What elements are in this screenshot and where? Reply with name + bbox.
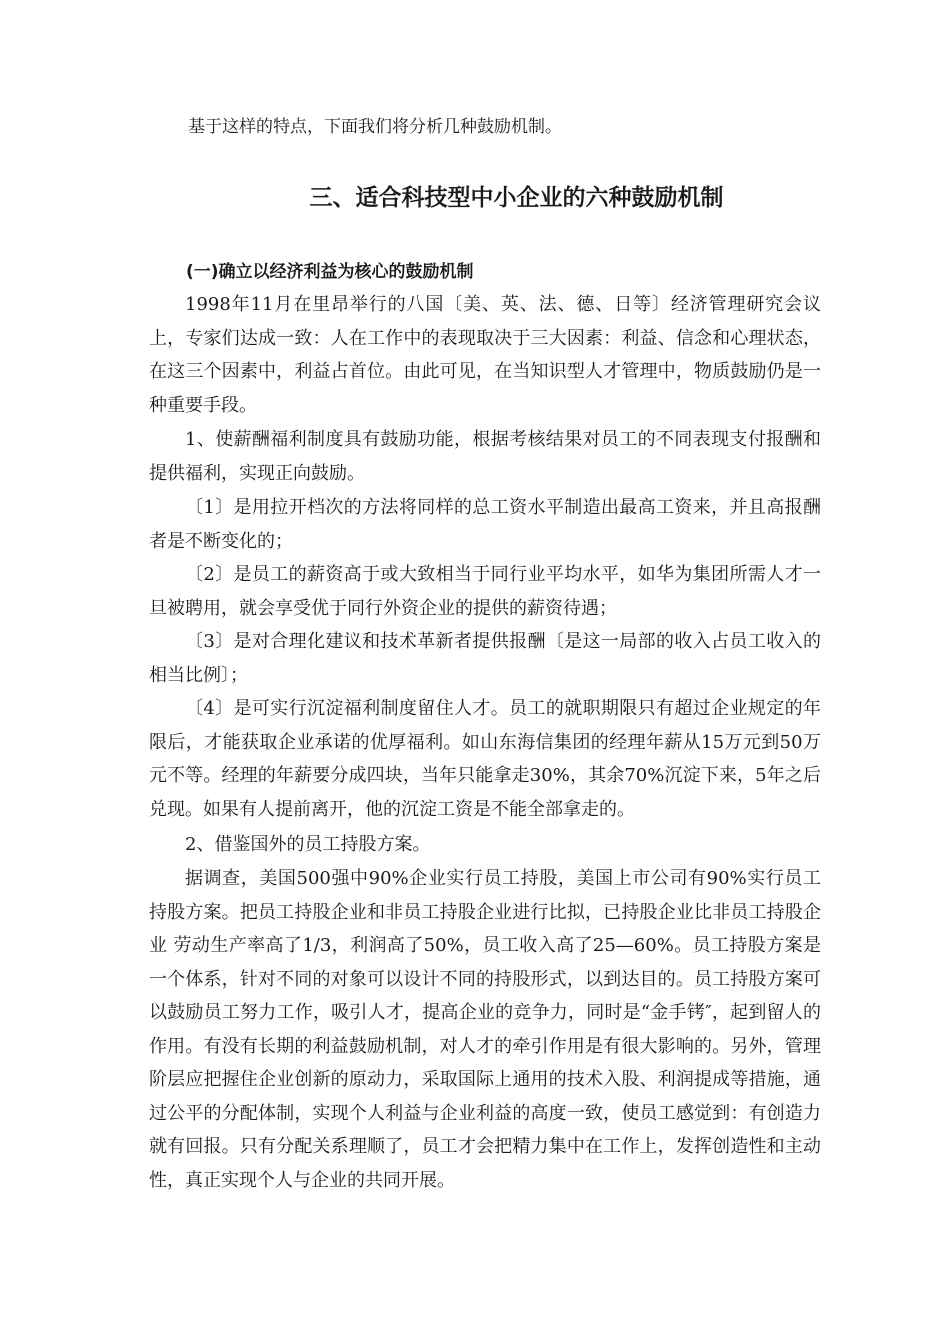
paragraph-item-4: 〔4〕是可实行沉淀福利制度留住人才。员工的就职期限只有超过企业规定的年限后，才能获取企业承诺的优厚福利。如山东海信集团的经理年薪从15万元到50万元不等。经理的年薪要分成四块，当年只能拿走30%，其余70%沉淀下来，5年之后兑现。如果有人提前离开，他的沉淀工资是不能全部拿走的。 bbox=[149, 698, 821, 820]
paragraph-survey: 据调查，美国500强中90%企业实行员工持股，美国上市公司有90%实行员工持股方案。把员工持股企业和非员工持股企业进行比拟，已持股企业比非员工持股企业 劳动生产率高了1/3，利润高了50%，员工收入高了25—60%。员工持股方案是一个体系，针对不同的对象可以设计不同的持股形式，以到达目的。员工持股方案可以鼓励员工努力工作，吸引人才，提高企业的竞争力，同时是“金手铐″，起到留人的作用。有没有长期的利益鼓励机制，对人才的牵引作用是有很大影响的。另外，管理阶层应把握住企业创新的原动力，采取国际上通用的技术入股、利润提成等措施，通过公平的分配体制，实现个人利益与企业利益的高度一致，使员工感觉到：有创造力就有回报。只有分配关系理顺了，员工才会把精力集中在工作上，发挥创造性和主动性，真正实现个人与企业的共同开展。 bbox=[149, 868, 821, 1191]
paragraph-stock-plan: 2、借鉴国外的员工持股方案。 bbox=[185, 834, 431, 855]
paragraph-item-3: 〔3〕是对合理化建议和技术革新者提供报酬〔是这一局部的收入占员工收入的相当比例〕； bbox=[149, 631, 821, 686]
paragraph-conference: 1998年11月在里昂举行的八国〔美、英、法、德、日等〕经济管理研究会议上，专家们达成一致：人在工作中的表现取决于三大因素：利益、信念和心理状态，在这三个因素中，利益占首位。由此可见，在当知识型人才管理中，物质鼓励仍是一种重要手段。 bbox=[149, 294, 821, 416]
intro-paragraph: 基于这样的特点，下面我们将分析几种鼓励机制。 bbox=[188, 117, 562, 137]
section-title: 三、适合科技型中小企业的六种鼓励机制 bbox=[309, 185, 724, 211]
paragraph-item-2: 〔2〕是员工的薪资高于或大致相当于同行业平均水平，如华为集团所需人才一旦被聘用，就会享受优于同行外资企业的提供的薪资待遇； bbox=[149, 564, 821, 619]
paragraph-salary-welfare: 1、使薪酬福利制度具有鼓励功能，根据考核结果对员工的不同表现支付报酬和提供福利，实现正向鼓励。 bbox=[149, 429, 821, 484]
subsection-title: (一)确立以经济利益为核心的鼓励机制 bbox=[186, 262, 474, 282]
paragraph-item-1: 〔1〕是用拉开档次的方法将同样的总工资水平制造出最高工资来，并且高报酬者是不断变化的； bbox=[149, 497, 821, 552]
